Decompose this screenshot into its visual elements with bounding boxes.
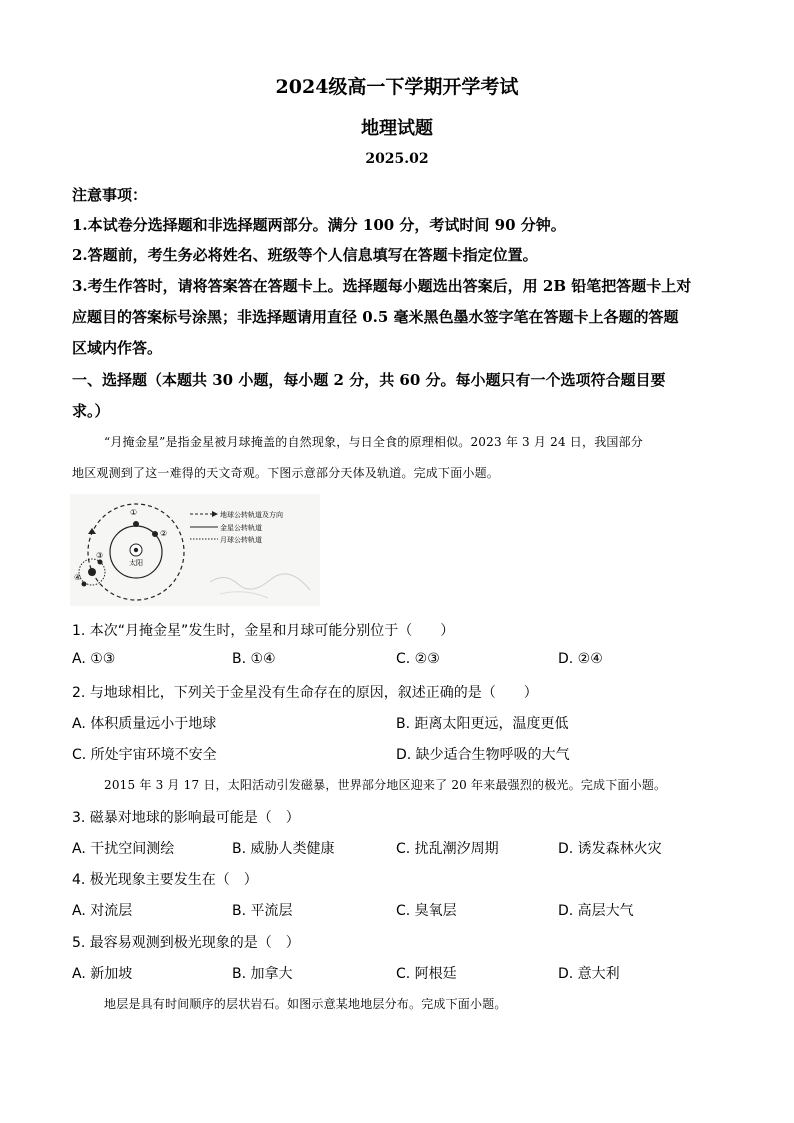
position-label-3: ③ — [96, 551, 104, 560]
note-item: 1.本试卷分选择题和非选择题两部分。满分 100 分，考试时间 90 分钟。 — [72, 216, 566, 234]
question-1-stem: 1. 本次“月掩金星”发生时，金星和月球可能分别位于（ ） — [72, 623, 455, 639]
note-item: 2.答题前，考生务必将姓名、班级等个人信息填写在答题卡指定位置。 — [72, 246, 538, 264]
legend-earth-orbit: 地球公转轨道及方向 — [220, 511, 283, 519]
position-label-4: ④ — [74, 573, 82, 582]
question-3-stem: 3. 磁暴对地球的影响最可能是（ ） — [72, 810, 300, 826]
venus-position-2 — [152, 531, 158, 537]
note-item: 应题目的答案标号涂黑；非选择题请用直径 0.5 毫米黑色墨水签字笔在答题卡上各题的答题 — [72, 308, 679, 326]
q1-option-c[interactable]: C. ②③ — [396, 651, 440, 667]
note-item: 区域内作答。 — [72, 339, 163, 357]
moon-position-4 — [82, 582, 87, 587]
note-item: 3.考生作答时，请将答案答在答题卡上。选择题每小题选出答案后，用 2B 铅笔把答题卡上对 — [72, 277, 692, 295]
passage-2: 2015 年 3 月 17 日，太阳活动引发磁暴，世界部分地区迎来了 20 年来最强烈的极光。完成下面小题。 — [104, 778, 667, 792]
moon-position-3 — [98, 560, 103, 565]
sun-label: 太阳 — [129, 559, 143, 567]
q4-option-b[interactable]: B. 平流层 — [232, 903, 293, 919]
venus-position-1 — [133, 521, 139, 527]
q5-option-b[interactable]: B. 加拿大 — [232, 966, 293, 982]
question-5-stem: 5. 最容易观测到极光现象的是（ ） — [72, 935, 300, 951]
q1-option-b[interactable]: B. ①④ — [232, 651, 276, 667]
question-4-stem: 4. 极光现象主要发生在（ ） — [72, 872, 258, 888]
legend-venus-orbit: 金星公转轨道 — [220, 524, 262, 532]
q5-option-a[interactable]: A. 新加坡 — [72, 966, 133, 982]
q2-option-b[interactable]: B. 距离太阳更远，温度更低 — [396, 716, 569, 732]
q5-option-c[interactable]: C. 阿根廷 — [396, 966, 457, 982]
q4-option-a[interactable]: A. 对流层 — [72, 903, 133, 919]
q3-option-a[interactable]: A. 干扰空间测绘 — [72, 841, 175, 857]
q3-option-d[interactable]: D. 诱发森林火灾 — [558, 841, 662, 857]
notes-heading: 注意事项： — [72, 186, 148, 204]
position-label-2: ② — [160, 529, 168, 538]
q1-option-d[interactable]: D. ②④ — [558, 651, 603, 667]
exam-subject: 地理试题 — [361, 118, 433, 139]
exam-title: 2024级高一下学期开学考试 — [275, 76, 519, 98]
position-label-1: ① — [130, 508, 138, 517]
q1-option-a[interactable]: A. ①③ — [72, 651, 116, 667]
section-heading-cont: 求。） — [72, 402, 110, 420]
q2-option-a[interactable]: A. 体积质量远小于地球 — [72, 716, 217, 732]
q5-option-d[interactable]: D. 意大利 — [558, 966, 620, 982]
passage-3: 地层是具有时间顺序的层状岩石。如图示意某地地层分布。完成下面小题。 — [104, 997, 507, 1011]
q3-option-c[interactable]: C. 扰乱潮汐周期 — [396, 841, 499, 857]
q4-option-c[interactable]: C. 臭氧层 — [396, 903, 457, 919]
q2-option-c[interactable]: C. 所处宇宙环境不安全 — [72, 747, 217, 763]
q3-option-b[interactable]: B. 威胁人类健康 — [232, 841, 335, 857]
q2-option-d[interactable]: D. 缺少适合生物呼吸的大气 — [396, 747, 570, 763]
question-2-stem: 2. 与地球相比，下列关于金星没有生命存在的原因，叙述正确的是（ ） — [72, 685, 538, 701]
legend-moon-orbit: 月球公转轨道 — [220, 536, 262, 544]
exam-date: 2025.02 — [365, 151, 429, 167]
q4-option-d[interactable]: D. 高层大气 — [558, 903, 634, 919]
earth-icon — [88, 568, 96, 576]
passage-1-line-2: 地区观测到了这一难得的天文奇观。下图示意部分天体及轨道。完成下面小题。 — [72, 466, 500, 480]
passage-1-line-1: “月掩金星”是指金星被月球掩盖的自然现象，与日全食的原理相似。2023 年 3 月 24 日，我国部分 — [104, 435, 643, 449]
section-heading: 一、选择题（本题共 30 小题，每小题 2 分，共 60 分。每小题只有一个选项符合题目要 — [72, 371, 666, 389]
orbit-figure — [70, 494, 320, 606]
